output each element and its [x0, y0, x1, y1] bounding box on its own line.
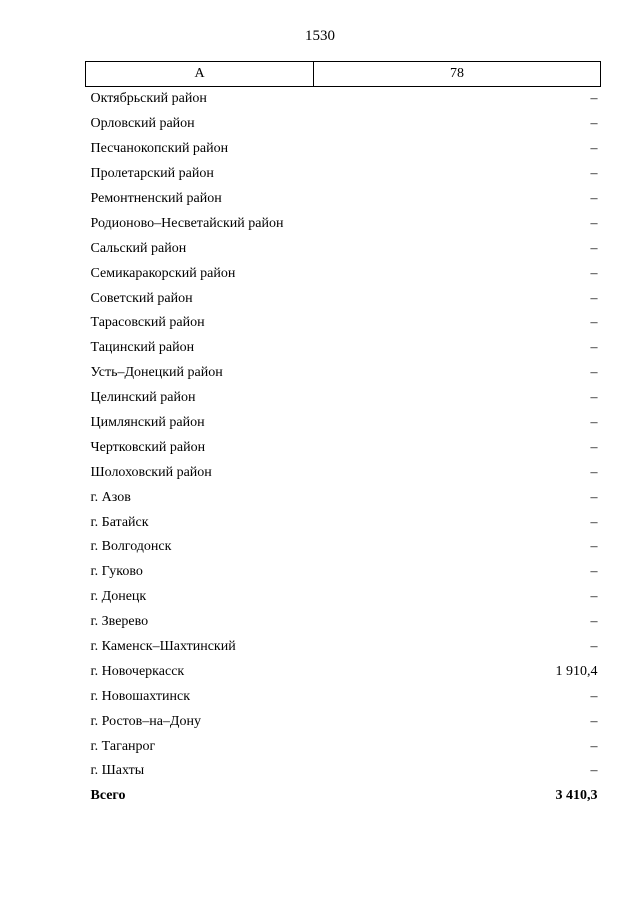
row-name: г. Донецк [90, 589, 147, 605]
row-value: – [590, 365, 598, 381]
row-name: Сальский район [90, 240, 187, 256]
total-row [86, 784, 601, 809]
row-value: – [590, 614, 598, 630]
row-name: Усть–Донецкий район [90, 365, 223, 381]
table-row [86, 759, 601, 784]
row-value: – [590, 763, 598, 779]
row-name: Тацинский район [90, 340, 195, 356]
row-name: г. Шахты [90, 763, 145, 779]
table-row [86, 311, 601, 336]
table-row [86, 709, 601, 734]
row-value: – [590, 116, 598, 132]
row-value: 1 910,4 [555, 663, 598, 679]
total-value: 3 410,3 [555, 788, 598, 804]
row-value: – [590, 191, 598, 206]
row-value: – [590, 415, 598, 431]
table-row [86, 684, 601, 709]
table-row [86, 211, 601, 236]
row-name: г. Ростов–на–Дону [90, 713, 201, 729]
row-value: – [590, 464, 598, 480]
row-value: – [590, 315, 598, 331]
row-name: Октябрьский район [90, 91, 207, 107]
table-row [86, 261, 601, 286]
row-name: Советский район [90, 290, 193, 306]
row-value: – [590, 215, 598, 231]
row-value: – [590, 91, 598, 107]
table-row [86, 286, 601, 311]
table-body [86, 87, 601, 809]
row-name: г. Волгодонск [90, 539, 172, 555]
table-row [86, 610, 601, 635]
data-table-container [85, 61, 601, 809]
table-row [86, 336, 601, 361]
row-value: – [590, 738, 598, 754]
row-value: – [590, 265, 598, 281]
table-row [86, 659, 601, 684]
row-name: г. Гуково [90, 564, 143, 580]
row-value: – [590, 539, 598, 555]
row-value: – [590, 166, 598, 182]
table-row [86, 87, 601, 112]
table-row [86, 435, 601, 460]
row-name: г. Зверево [90, 614, 149, 630]
total-label: Всего [90, 788, 126, 804]
row-value: – [590, 589, 598, 605]
row-name: г. Азов [90, 489, 131, 505]
row-name: Пролетарский район [90, 166, 214, 182]
table-row [86, 162, 601, 187]
row-value: – [590, 713, 598, 729]
table-row [86, 510, 601, 535]
table-row [86, 137, 601, 162]
row-name: г. Таганрог [90, 738, 156, 754]
row-value: – [590, 340, 598, 356]
row-name: Семикаракорский район [90, 265, 236, 281]
table-row [86, 236, 601, 261]
row-value: – [590, 639, 598, 655]
row-name: Орловский район [90, 116, 195, 132]
row-name: Шолоховский район [90, 464, 212, 480]
row-name: Тарасовский район [90, 315, 205, 331]
row-value: – [590, 390, 598, 406]
row-name: Родионово–Несветайский район [90, 215, 284, 231]
table-row [86, 112, 601, 137]
page-number: 1530 [305, 28, 335, 44]
table-row [86, 386, 601, 411]
table-row [86, 535, 601, 560]
table-row [86, 361, 601, 386]
row-value: – [590, 439, 598, 455]
table-row [86, 560, 601, 585]
row-value: – [590, 489, 598, 505]
header-row [86, 62, 601, 87]
row-name: Ремонтненский район [90, 191, 222, 206]
table-row [86, 485, 601, 510]
row-name: Чертковский район [90, 439, 206, 455]
row-name: г. Новочеркасск [90, 663, 185, 679]
table-row [86, 635, 601, 660]
row-value: – [590, 688, 598, 704]
row-name: г. Батайск [90, 514, 149, 530]
row-value: – [590, 141, 598, 157]
row-value: – [590, 514, 598, 530]
row-value: – [590, 564, 598, 580]
row-name: г. Новошахтинск [90, 688, 191, 704]
row-name: г. Каменск–Шахтинский [90, 639, 236, 655]
table-row [86, 187, 601, 212]
header-column-a: А [86, 62, 314, 87]
table-row [86, 411, 601, 436]
header-column-b: 78 [314, 62, 601, 87]
data-table [85, 61, 601, 809]
row-name: Песчанокопский район [90, 141, 229, 157]
table-row [86, 734, 601, 759]
row-name: Целинский район [90, 390, 196, 406]
table-row [86, 585, 601, 610]
table-row [86, 460, 601, 485]
row-value: – [590, 240, 598, 256]
row-value: – [590, 290, 598, 306]
table-header [86, 62, 601, 87]
row-name: Цимлянский район [90, 415, 205, 431]
